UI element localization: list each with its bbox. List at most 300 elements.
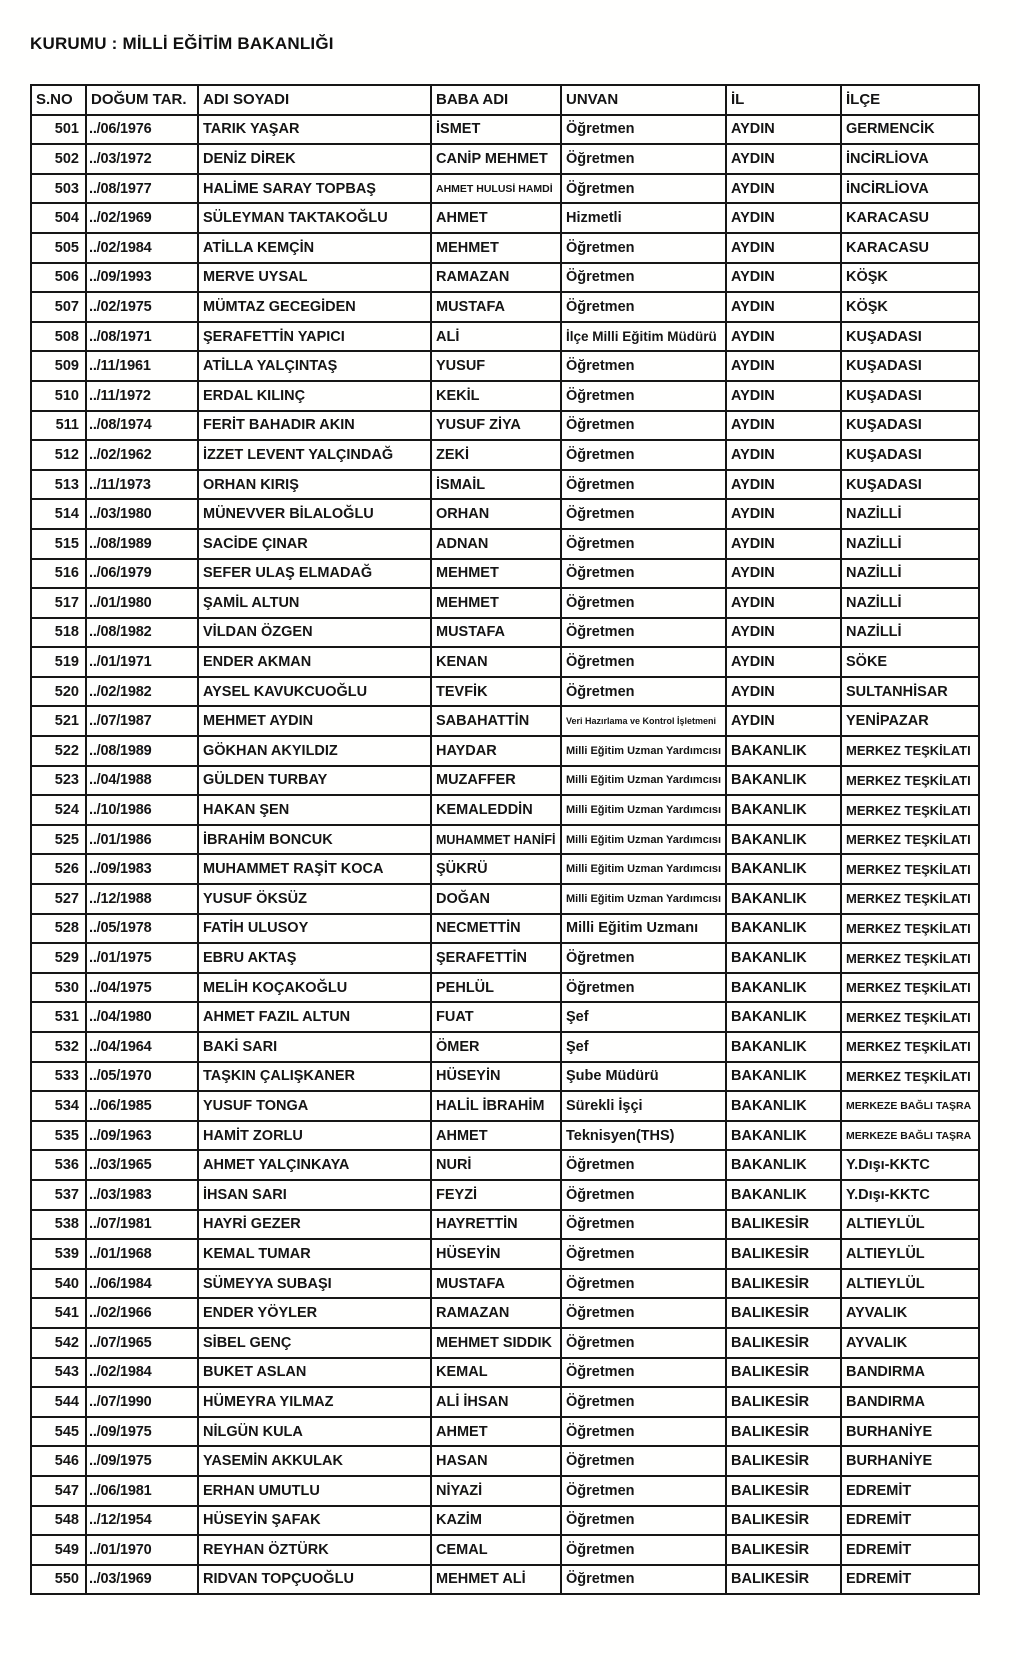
cell-ilce: NAZİLLİ — [841, 588, 979, 618]
cell-adi-soyadi: HÜMEYRA YILMAZ — [198, 1387, 431, 1417]
cell-adi-soyadi: VİLDAN ÖZGEN — [198, 618, 431, 648]
cell-unvan: Öğretmen — [561, 559, 726, 589]
cell-unvan: Öğretmen — [561, 381, 726, 411]
cell-unvan: Öğretmen — [561, 1150, 726, 1180]
cell-il: AYDIN — [726, 263, 841, 293]
cell-baba-adi: MUSTAFA — [431, 292, 561, 322]
cell-unvan: Öğretmen — [561, 973, 726, 1003]
cell-ilce: MERKEZ TEŞKİLATI — [841, 795, 979, 825]
cell-baba-adi: HÜSEYİN — [431, 1239, 561, 1269]
cell-dogum-tar: ../01/1980 — [86, 588, 198, 618]
cell-sno: 509 — [31, 351, 86, 381]
table-row — [31, 618, 979, 648]
cell-baba-adi: HÜSEYİN — [431, 1062, 561, 1092]
cell-unvan: Öğretmen — [561, 1180, 726, 1210]
cell-adi-soyadi: MÜNEVVER BİLALOĞLU — [198, 499, 431, 529]
cell-adi-soyadi: AHMET YALÇINKAYA — [198, 1150, 431, 1180]
cell-sno: 512 — [31, 440, 86, 470]
cell-sno: 526 — [31, 854, 86, 884]
cell-sno: 504 — [31, 203, 86, 233]
cell-adi-soyadi: GÜLDEN TURBAY — [198, 766, 431, 796]
cell-unvan: Öğretmen — [561, 1269, 726, 1299]
cell-dogum-tar: ../07/1981 — [86, 1210, 198, 1240]
cell-baba-adi: ALİ İHSAN — [431, 1387, 561, 1417]
cell-ilce: EDREMİT — [841, 1535, 979, 1565]
cell-baba-adi: MEHMET — [431, 233, 561, 263]
cell-sno: 514 — [31, 499, 86, 529]
cell-unvan: Öğretmen — [561, 1328, 726, 1358]
cell-adi-soyadi: İZZET LEVENT YALÇINDAĞ — [198, 440, 431, 470]
cell-adi-soyadi: MERVE UYSAL — [198, 263, 431, 293]
cell-sno: 528 — [31, 914, 86, 944]
cell-ilce: KÖŞK — [841, 292, 979, 322]
table-row — [31, 1358, 979, 1388]
table-row — [31, 1298, 979, 1328]
cell-sno: 510 — [31, 381, 86, 411]
cell-unvan: Teknisyen(THS) — [561, 1121, 726, 1151]
cell-sno: 519 — [31, 647, 86, 677]
cell-unvan: Şube Müdürü — [561, 1062, 726, 1092]
table-row — [31, 914, 979, 944]
cell-il: BALIKESİR — [726, 1358, 841, 1388]
cell-unvan: Öğretmen — [561, 1476, 726, 1506]
cell-baba-adi: RAMAZAN — [431, 263, 561, 293]
cell-ilce: KARACASU — [841, 203, 979, 233]
cell-sno: 506 — [31, 263, 86, 293]
cell-il: AYDIN — [726, 351, 841, 381]
cell-baba-adi: DOĞAN — [431, 884, 561, 914]
cell-adi-soyadi: ENDER AKMAN — [198, 647, 431, 677]
cell-sno: 527 — [31, 884, 86, 914]
cell-dogum-tar: ../03/1972 — [86, 144, 198, 174]
cell-sno: 543 — [31, 1358, 86, 1388]
cell-adi-soyadi: FATİH ULUSOY — [198, 914, 431, 944]
cell-sno: 539 — [31, 1239, 86, 1269]
cell-baba-adi: ŞERAFETTİN — [431, 943, 561, 973]
cell-il: BALIKESİR — [726, 1565, 841, 1595]
table-row — [31, 1032, 979, 1062]
cell-ilce: NAZİLLİ — [841, 559, 979, 589]
cell-il: AYDIN — [726, 233, 841, 263]
cell-il: AYDIN — [726, 322, 841, 352]
cell-baba-adi: YUSUF — [431, 351, 561, 381]
cell-il: BALIKESİR — [726, 1387, 841, 1417]
cell-dogum-tar: ../03/1980 — [86, 499, 198, 529]
cell-unvan: Milli Eğitim Uzman Yardımcısı — [561, 825, 726, 855]
table-row — [31, 1565, 979, 1595]
cell-baba-adi: NECMETTİN — [431, 914, 561, 944]
cell-adi-soyadi: İHSAN SARI — [198, 1180, 431, 1210]
cell-baba-adi: ALİ — [431, 322, 561, 352]
cell-il: AYDIN — [726, 440, 841, 470]
cell-baba-adi: FEYZİ — [431, 1180, 561, 1210]
cell-sno: 544 — [31, 1387, 86, 1417]
cell-dogum-tar: ../11/1972 — [86, 381, 198, 411]
cell-ilce: KUŞADASI — [841, 411, 979, 441]
cell-ilce: MERKEZ TEŞKİLATI — [841, 973, 979, 1003]
table-row — [31, 825, 979, 855]
cell-sno: 501 — [31, 115, 86, 145]
cell-ilce: KUŞADASI — [841, 440, 979, 470]
cell-baba-adi: MUZAFFER — [431, 766, 561, 796]
cell-adi-soyadi: ENDER YÖYLER — [198, 1298, 431, 1328]
cell-dogum-tar: ../02/1966 — [86, 1298, 198, 1328]
cell-dogum-tar: ../11/1973 — [86, 470, 198, 500]
cell-ilce: BURHANİYE — [841, 1417, 979, 1447]
cell-il: BALIKESİR — [726, 1210, 841, 1240]
table-row — [31, 943, 979, 973]
table-row — [31, 1417, 979, 1447]
cell-dogum-tar: ../08/1982 — [86, 618, 198, 648]
cell-ilce: EDREMİT — [841, 1476, 979, 1506]
cell-adi-soyadi: YASEMİN AKKULAK — [198, 1446, 431, 1476]
cell-il: BAKANLIK — [726, 943, 841, 973]
cell-dogum-tar: ../09/1963 — [86, 1121, 198, 1151]
cell-adi-soyadi: BAKİ SARI — [198, 1032, 431, 1062]
cell-baba-adi: CANİP MEHMET — [431, 144, 561, 174]
cell-baba-adi: KAZİM — [431, 1506, 561, 1536]
cell-sno: 503 — [31, 174, 86, 204]
cell-unvan: Öğretmen — [561, 1446, 726, 1476]
cell-ilce: MERKEZ TEŞKİLATI — [841, 943, 979, 973]
cell-il: AYDIN — [726, 381, 841, 411]
cell-ilce: MERKEZ TEŞKİLATI — [841, 854, 979, 884]
table-row — [31, 884, 979, 914]
table-row — [31, 351, 979, 381]
cell-ilce: AYVALIK — [841, 1298, 979, 1328]
cell-sno: 525 — [31, 825, 86, 855]
cell-sno: 538 — [31, 1210, 86, 1240]
cell-dogum-tar: ../08/1977 — [86, 174, 198, 204]
cell-unvan: Öğretmen — [561, 115, 726, 145]
cell-il: BALIKESİR — [726, 1239, 841, 1269]
table-row — [31, 144, 979, 174]
cell-adi-soyadi: HAYRİ GEZER — [198, 1210, 431, 1240]
cell-adi-soyadi: ERHAN UMUTLU — [198, 1476, 431, 1506]
cell-dogum-tar: ../08/1974 — [86, 411, 198, 441]
cell-ilce: KUŞADASI — [841, 470, 979, 500]
cell-unvan: Milli Eğitim Uzman Yardımcısı — [561, 795, 726, 825]
cell-sno: 549 — [31, 1535, 86, 1565]
cell-sno: 541 — [31, 1298, 86, 1328]
cell-unvan: Öğretmen — [561, 411, 726, 441]
cell-il: BAKANLIK — [726, 766, 841, 796]
cell-unvan: Öğretmen — [561, 470, 726, 500]
cell-ilce: YENİPAZAR — [841, 706, 979, 736]
cell-unvan: Öğretmen — [561, 1298, 726, 1328]
cell-adi-soyadi: MUHAMMET RAŞİT KOCA — [198, 854, 431, 884]
cell-il: BALIKESİR — [726, 1328, 841, 1358]
cell-adi-soyadi: HAKAN ŞEN — [198, 795, 431, 825]
cell-unvan: Öğretmen — [561, 174, 726, 204]
cell-adi-soyadi: AHMET FAZIL ALTUN — [198, 1002, 431, 1032]
cell-sno: 529 — [31, 943, 86, 973]
cell-dogum-tar: ../06/1984 — [86, 1269, 198, 1299]
cell-il: BAKANLIK — [726, 1002, 841, 1032]
cell-unvan: Şef — [561, 1002, 726, 1032]
cell-baba-adi: FUAT — [431, 1002, 561, 1032]
cell-unvan: Öğretmen — [561, 440, 726, 470]
cell-baba-adi: AHMET — [431, 203, 561, 233]
cell-baba-adi: AHMET HULUSİ HAMDİ — [431, 174, 561, 204]
cell-baba-adi: HASAN — [431, 1446, 561, 1476]
cell-ilce: NAZİLLİ — [841, 529, 979, 559]
cell-dogum-tar: ../01/1971 — [86, 647, 198, 677]
cell-il: AYDIN — [726, 677, 841, 707]
cell-adi-soyadi: HALİME SARAY TOPBAŞ — [198, 174, 431, 204]
cell-il: AYDIN — [726, 174, 841, 204]
table-row — [31, 381, 979, 411]
cell-dogum-tar: ../04/1980 — [86, 1002, 198, 1032]
cell-baba-adi: HALİL İBRAHİM — [431, 1091, 561, 1121]
cell-il: BALIKESİR — [726, 1298, 841, 1328]
cell-adi-soyadi: DENİZ DİREK — [198, 144, 431, 174]
cell-il: BAKANLIK — [726, 1091, 841, 1121]
cell-adi-soyadi: ORHAN KIRIŞ — [198, 470, 431, 500]
cell-dogum-tar: ../01/1975 — [86, 943, 198, 973]
header-row — [31, 85, 979, 115]
cell-ilce: MERKEZ TEŞKİLATI — [841, 766, 979, 796]
cell-il: BAKANLIK — [726, 1121, 841, 1151]
cell-il: AYDIN — [726, 618, 841, 648]
cell-adi-soyadi: FERİT BAHADIR AKIN — [198, 411, 431, 441]
cell-unvan: Sürekli İşçi — [561, 1091, 726, 1121]
cell-dogum-tar: ../08/1989 — [86, 529, 198, 559]
table-row — [31, 1239, 979, 1269]
cell-dogum-tar: ../02/1984 — [86, 1358, 198, 1388]
cell-sno: 502 — [31, 144, 86, 174]
cell-unvan: Öğretmen — [561, 1565, 726, 1595]
cell-dogum-tar: ../03/1965 — [86, 1150, 198, 1180]
cell-ilce: İNCİRLİOVA — [841, 144, 979, 174]
cell-dogum-tar: ../02/1982 — [86, 677, 198, 707]
cell-dogum-tar: ../07/1990 — [86, 1387, 198, 1417]
cell-dogum-tar: ../04/1975 — [86, 973, 198, 1003]
cell-adi-soyadi: KEMAL TUMAR — [198, 1239, 431, 1269]
table-row — [31, 411, 979, 441]
table-header — [31, 85, 979, 115]
cell-baba-adi: NİYAZİ — [431, 1476, 561, 1506]
cell-sno: 550 — [31, 1565, 86, 1595]
institution-title: KURUMU : MİLLİ EĞİTİM BAKANLIĞI — [30, 34, 334, 53]
cell-ilce: KUŞADASI — [841, 322, 979, 352]
cell-il: AYDIN — [726, 411, 841, 441]
cell-adi-soyadi: BUKET ASLAN — [198, 1358, 431, 1388]
cell-dogum-tar: ../06/1976 — [86, 115, 198, 145]
cell-ilce: NAZİLLİ — [841, 618, 979, 648]
cell-adi-soyadi: HAMİT ZORLU — [198, 1121, 431, 1151]
table-row — [31, 1210, 979, 1240]
cell-unvan: Öğretmen — [561, 263, 726, 293]
cell-baba-adi: AHMET — [431, 1121, 561, 1151]
cell-baba-adi: MUSTAFA — [431, 618, 561, 648]
cell-ilce: KARACASU — [841, 233, 979, 263]
table-row — [31, 647, 979, 677]
cell-unvan: İlçe Milli Eğitim Müdürü — [561, 322, 726, 352]
cell-sno: 533 — [31, 1062, 86, 1092]
cell-ilce: MERKEZ TEŞKİLATI — [841, 914, 979, 944]
cell-il: AYDIN — [726, 115, 841, 145]
cell-dogum-tar: ../02/1975 — [86, 292, 198, 322]
cell-baba-adi: MUHAMMET HANİFİ — [431, 825, 561, 855]
cell-adi-soyadi: GÖKHAN AKYILDIZ — [198, 736, 431, 766]
cell-baba-adi: SABAHATTİN — [431, 706, 561, 736]
cell-il: AYDIN — [726, 706, 841, 736]
cell-ilce: İNCİRLİOVA — [841, 174, 979, 204]
cell-baba-adi: HAYDAR — [431, 736, 561, 766]
table-row — [31, 559, 979, 589]
cell-sno: 524 — [31, 795, 86, 825]
cell-il: AYDIN — [726, 588, 841, 618]
cell-il: BAKANLIK — [726, 736, 841, 766]
cell-baba-adi: İSMAİL — [431, 470, 561, 500]
cell-dogum-tar: ../10/1986 — [86, 795, 198, 825]
cell-il: AYDIN — [726, 292, 841, 322]
cell-dogum-tar: ../12/1954 — [86, 1506, 198, 1536]
cell-adi-soyadi: RIDVAN TOPÇUOĞLU — [198, 1565, 431, 1595]
cell-unvan: Öğretmen — [561, 529, 726, 559]
cell-unvan: Hizmetli — [561, 203, 726, 233]
table-row — [31, 1387, 979, 1417]
cell-unvan: Milli Eğitim Uzman Yardımcısı — [561, 854, 726, 884]
cell-dogum-tar: ../02/1962 — [86, 440, 198, 470]
cell-unvan: Öğretmen — [561, 677, 726, 707]
cell-sno: 522 — [31, 736, 86, 766]
cell-dogum-tar: ../11/1961 — [86, 351, 198, 381]
cell-ilce: SÖKE — [841, 647, 979, 677]
table-row — [31, 499, 979, 529]
cell-sno: 508 — [31, 322, 86, 352]
cell-sno: 532 — [31, 1032, 86, 1062]
cell-il: BAKANLIK — [726, 795, 841, 825]
cell-baba-adi: YUSUF ZİYA — [431, 411, 561, 441]
cell-dogum-tar: ../08/1989 — [86, 736, 198, 766]
cell-baba-adi: KEMALEDDİN — [431, 795, 561, 825]
cell-il: AYDIN — [726, 647, 841, 677]
cell-il: AYDIN — [726, 203, 841, 233]
cell-dogum-tar: ../06/1981 — [86, 1476, 198, 1506]
cell-dogum-tar: ../04/1988 — [86, 766, 198, 796]
cell-adi-soyadi: SACİDE ÇINAR — [198, 529, 431, 559]
cell-il: BAKANLIK — [726, 1150, 841, 1180]
table-row — [31, 263, 979, 293]
cell-ilce: KUŞADASI — [841, 351, 979, 381]
column-header-dogum-tar: DOĞUM TAR. — [86, 85, 198, 115]
cell-sno: 523 — [31, 766, 86, 796]
cell-sno: 517 — [31, 588, 86, 618]
table-row — [31, 529, 979, 559]
table-row — [31, 736, 979, 766]
cell-ilce: EDREMİT — [841, 1565, 979, 1595]
cell-baba-adi: KENAN — [431, 647, 561, 677]
cell-baba-adi: ADNAN — [431, 529, 561, 559]
personnel-table — [30, 84, 980, 1595]
cell-sno: 530 — [31, 973, 86, 1003]
cell-dogum-tar: ../12/1988 — [86, 884, 198, 914]
cell-adi-soyadi: SİBEL GENÇ — [198, 1328, 431, 1358]
cell-baba-adi: MEHMET ALİ — [431, 1565, 561, 1595]
cell-dogum-tar: ../08/1971 — [86, 322, 198, 352]
cell-il: BALIKESİR — [726, 1476, 841, 1506]
cell-unvan: Öğretmen — [561, 144, 726, 174]
table-row — [31, 1062, 979, 1092]
cell-adi-soyadi: NİLGÜN KULA — [198, 1417, 431, 1447]
cell-sno: 521 — [31, 706, 86, 736]
cell-il: AYDIN — [726, 144, 841, 174]
cell-adi-soyadi: MEHMET AYDIN — [198, 706, 431, 736]
cell-sno: 547 — [31, 1476, 86, 1506]
cell-ilce: Y.Dışı-KKTC — [841, 1150, 979, 1180]
cell-il: BAKANLIK — [726, 884, 841, 914]
cell-ilce: MERKEZ TEŞKİLATI — [841, 884, 979, 914]
cell-adi-soyadi: AYSEL KAVUKCUOĞLU — [198, 677, 431, 707]
table-row — [31, 292, 979, 322]
cell-ilce: MERKEZ TEŞKİLATI — [841, 825, 979, 855]
cell-unvan: Öğretmen — [561, 499, 726, 529]
table-row — [31, 588, 979, 618]
cell-dogum-tar: ../01/1968 — [86, 1239, 198, 1269]
cell-unvan: Veri Hazırlama ve Kontrol İşletmeni — [561, 706, 726, 736]
column-header-unvan: UNVAN — [561, 85, 726, 115]
cell-unvan: Milli Eğitim Uzman Yardımcısı — [561, 736, 726, 766]
cell-baba-adi: HAYRETTİN — [431, 1210, 561, 1240]
cell-sno: 542 — [31, 1328, 86, 1358]
cell-baba-adi: CEMAL — [431, 1535, 561, 1565]
table-row — [31, 174, 979, 204]
cell-unvan: Öğretmen — [561, 1506, 726, 1536]
cell-unvan: Milli Eğitim Uzmanı — [561, 914, 726, 944]
cell-unvan: Öğretmen — [561, 618, 726, 648]
table-row — [31, 677, 979, 707]
cell-unvan: Öğretmen — [561, 1417, 726, 1447]
cell-baba-adi: ORHAN — [431, 499, 561, 529]
cell-baba-adi: MEHMET SIDDIK — [431, 1328, 561, 1358]
cell-ilce: ALTIEYLÜL — [841, 1239, 979, 1269]
table-row — [31, 795, 979, 825]
cell-adi-soyadi: ERDAL KILINÇ — [198, 381, 431, 411]
cell-sno: 511 — [31, 411, 86, 441]
cell-baba-adi: MUSTAFA — [431, 1269, 561, 1299]
cell-ilce: ALTIEYLÜL — [841, 1269, 979, 1299]
cell-adi-soyadi: MELİH KOÇAKOĞLU — [198, 973, 431, 1003]
cell-adi-soyadi: HÜSEYİN ŞAFAK — [198, 1506, 431, 1536]
cell-ilce: MERKEZ TEŞKİLATI — [841, 1032, 979, 1062]
cell-unvan: Öğretmen — [561, 588, 726, 618]
cell-baba-adi: MEHMET — [431, 588, 561, 618]
table-row — [31, 440, 979, 470]
cell-ilce: GERMENCİK — [841, 115, 979, 145]
cell-dogum-tar: ../01/1970 — [86, 1535, 198, 1565]
cell-il: AYDIN — [726, 470, 841, 500]
cell-adi-soyadi: ATİLLA KEMÇİN — [198, 233, 431, 263]
cell-sno: 507 — [31, 292, 86, 322]
cell-ilce: BANDIRMA — [841, 1387, 979, 1417]
column-header-ilce: İLÇE — [841, 85, 979, 115]
cell-adi-soyadi: ŞAMİL ALTUN — [198, 588, 431, 618]
cell-sno: 518 — [31, 618, 86, 648]
cell-dogum-tar: ../06/1985 — [86, 1091, 198, 1121]
cell-adi-soyadi: SÜMEYYA SUBAŞI — [198, 1269, 431, 1299]
cell-sno: 516 — [31, 559, 86, 589]
cell-unvan: Öğretmen — [561, 1210, 726, 1240]
cell-ilce: MERKEZE BAĞLI TAŞRA — [841, 1091, 979, 1121]
cell-unvan: Öğretmen — [561, 647, 726, 677]
cell-baba-adi: KEKİL — [431, 381, 561, 411]
cell-dogum-tar: ../09/1983 — [86, 854, 198, 884]
cell-dogum-tar: ../05/1978 — [86, 914, 198, 944]
table-row — [31, 854, 979, 884]
cell-unvan: Şef — [561, 1032, 726, 1062]
